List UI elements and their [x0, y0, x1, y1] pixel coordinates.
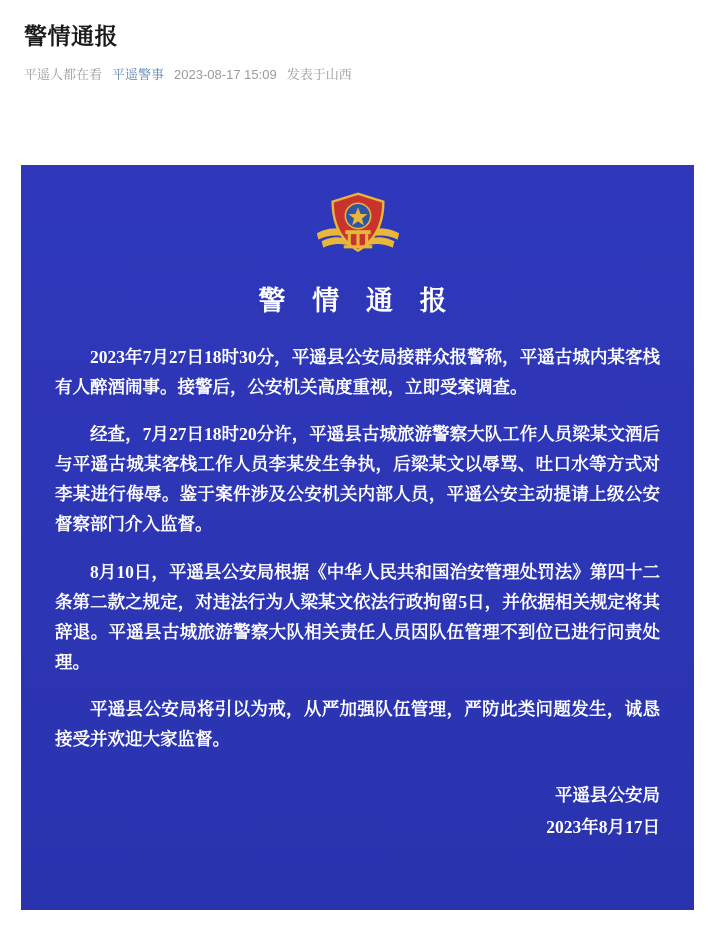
signature-org: 平遥县公安局 — [555, 785, 660, 806]
notice-signature — [55, 780, 660, 843]
signature-date: 2023年8月17日 — [546, 816, 660, 837]
meta-location: 发表于山西 — [286, 66, 352, 82]
notice-paragraph: 平遥县公安局将引以为戒，从严加强队伍管理，严防此类问题发生，诚恳接受并欢迎大家监督。 — [55, 698, 660, 750]
notice-heading: 警 情 通 报 — [258, 286, 457, 316]
police-emblem-icon — [310, 189, 406, 265]
notice-body — [55, 342, 660, 754]
article-header — [0, 0, 715, 84]
meta-prefix: 平遥人都在看 — [24, 66, 103, 82]
notice-paragraph: 2023年7月27日18时30分，平遥县公安局接群众报警称，平遥古城内某客栈有人醉酒闹事。接警后，公安机关高度重视，立即受案调查。 — [55, 347, 660, 398]
emblem-container — [55, 189, 660, 265]
article-meta — [24, 66, 691, 84]
meta-account-link[interactable]: 平遥警事 — [112, 66, 165, 82]
notice-paragraph: 经查，7月27日18时20分许，平遥县古城旅游警察大队工作人员梁某文酒后与平遥古城某客栈工作人员李某发生争执，后梁某文以辱骂、吐口水等方式对李某进行侮辱。鉴于案件涉及公安机关内部人员，平遥公安主动提请上级公安督察部门介入监督。 — [55, 424, 660, 535]
page-title: 警情通报 — [24, 23, 118, 49]
notice-paragraph: 8月10日，平遥县公安局根据《中华人民共和国治安管理处罚法》第四十二条第二款之规定，对违法行为人梁某文依法行政拘留5日，并依据相关规定将其辞退。平遥县古城旅游警察大队相关责任人员因队伍管理不到位已进行问责处理。 — [55, 561, 660, 672]
meta-date: 2023-08-17 15:09 — [174, 66, 277, 82]
police-notice-card — [21, 165, 694, 910]
